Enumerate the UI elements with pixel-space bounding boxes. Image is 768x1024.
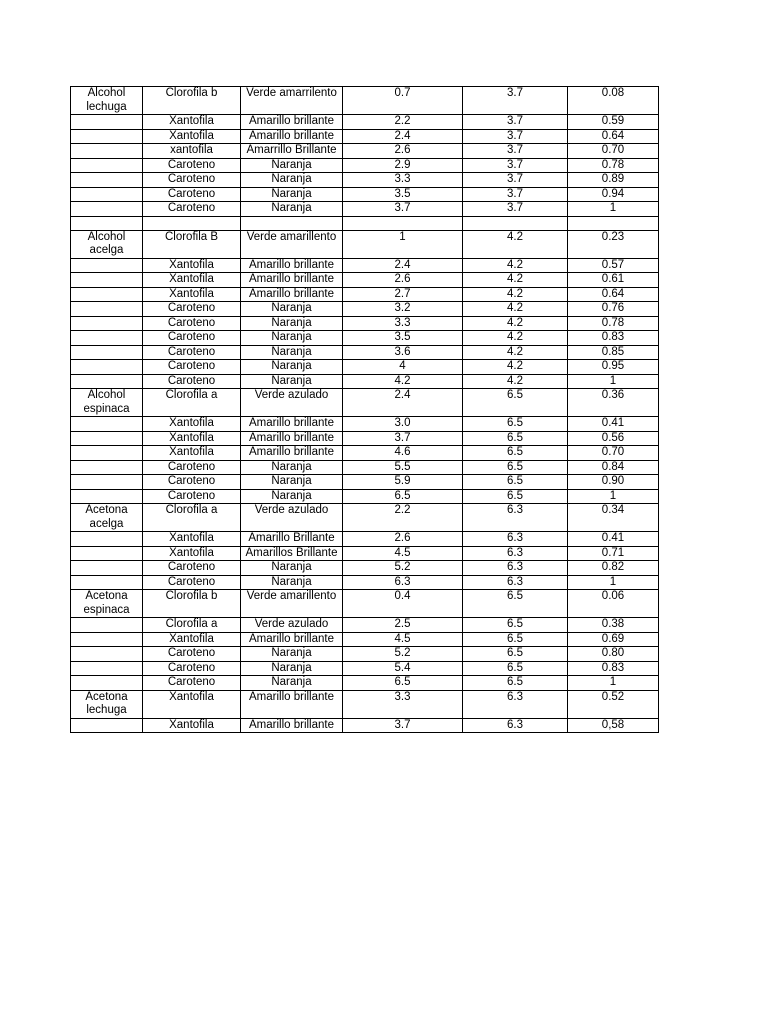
- sample-cell: Acetona acelga: [71, 504, 143, 532]
- color-cell: Naranja: [241, 345, 343, 360]
- rf-cell: 0.57: [568, 258, 659, 273]
- distance-solvent-cell: 4.2: [463, 230, 568, 258]
- rf-cell: 0.90: [568, 475, 659, 490]
- distance-pigment-cell: 2.4: [343, 129, 463, 144]
- sample-cell: Acetona lechuga: [71, 690, 143, 718]
- table-row: [71, 115, 659, 130]
- sample-cell: [71, 676, 143, 691]
- table-row: [71, 431, 659, 446]
- table-row: [71, 173, 659, 188]
- sample-cell: [71, 202, 143, 217]
- color-cell: Naranja: [241, 489, 343, 504]
- pigment-cell: Xantofila: [143, 446, 241, 461]
- color-cell: Naranja: [241, 575, 343, 590]
- pigment-cell: [143, 216, 241, 230]
- rf-cell: 0.59: [568, 115, 659, 130]
- rf-cell: 0.78: [568, 158, 659, 173]
- pigment-cell: Clorofila b: [143, 87, 241, 115]
- sample-cell: [71, 460, 143, 475]
- distance-solvent-cell: 6.3: [463, 690, 568, 718]
- sample-cell: [71, 647, 143, 662]
- color-cell: Naranja: [241, 647, 343, 662]
- pigment-cell: Xantofila: [143, 115, 241, 130]
- table-row: [71, 389, 659, 417]
- sample-cell: [71, 489, 143, 504]
- color-cell: Amarillo brillante: [241, 446, 343, 461]
- color-cell: Naranja: [241, 331, 343, 346]
- pigment-cell: Xantofila: [143, 258, 241, 273]
- table-row: [71, 287, 659, 302]
- color-cell: Naranja: [241, 202, 343, 217]
- distance-pigment-cell: 3.7: [343, 718, 463, 733]
- sample-cell: [71, 661, 143, 676]
- rf-cell: 1: [568, 575, 659, 590]
- table-row: [71, 144, 659, 159]
- color-cell: Naranja: [241, 173, 343, 188]
- rf-cell: 1: [568, 374, 659, 389]
- pigment-cell: Xantofila: [143, 287, 241, 302]
- distance-pigment-cell: 5.5: [343, 460, 463, 475]
- distance-pigment-cell: 3.5: [343, 331, 463, 346]
- sample-cell: [71, 302, 143, 317]
- distance-pigment-cell: 4.6: [343, 446, 463, 461]
- color-cell: Amarillo brillante: [241, 690, 343, 718]
- color-cell: Amarillo brillante: [241, 431, 343, 446]
- sample-cell: [71, 144, 143, 159]
- distance-pigment-cell: 3.7: [343, 202, 463, 217]
- distance-solvent-cell: 3.7: [463, 144, 568, 159]
- pigment-cell: Caroteno: [143, 316, 241, 331]
- distance-pigment-cell: 5.2: [343, 561, 463, 576]
- color-cell: Amarillo brillante: [241, 115, 343, 130]
- table-row: [71, 158, 659, 173]
- color-cell: Naranja: [241, 374, 343, 389]
- distance-pigment-cell: 3.7: [343, 431, 463, 446]
- pigment-cell: Xantofila: [143, 690, 241, 718]
- table-row: [71, 216, 659, 230]
- sample-cell: [71, 546, 143, 561]
- pigment-cell: Caroteno: [143, 173, 241, 188]
- color-cell: Amarillo brillante: [241, 258, 343, 273]
- table-row: [71, 661, 659, 676]
- distance-solvent-cell: 6.5: [463, 647, 568, 662]
- pigment-cell: Xantofila: [143, 431, 241, 446]
- pigment-cell: Caroteno: [143, 345, 241, 360]
- distance-solvent-cell: 6.5: [463, 431, 568, 446]
- distance-solvent-cell: [463, 216, 568, 230]
- rf-cell: 0.08: [568, 87, 659, 115]
- color-cell: Naranja: [241, 187, 343, 202]
- color-cell: Amarillo brillante: [241, 632, 343, 647]
- distance-solvent-cell: 6.5: [463, 417, 568, 432]
- table-row: [71, 504, 659, 532]
- rf-cell: 0.82: [568, 561, 659, 576]
- rf-cell: 1: [568, 676, 659, 691]
- distance-solvent-cell: 6.5: [463, 389, 568, 417]
- distance-solvent-cell: 6.5: [463, 590, 568, 618]
- distance-pigment-cell: 2.6: [343, 273, 463, 288]
- sample-cell: [71, 345, 143, 360]
- sample-cell: [71, 446, 143, 461]
- table-row: [71, 532, 659, 547]
- distance-pigment-cell: 3.2: [343, 302, 463, 317]
- table-row: [71, 129, 659, 144]
- table-row: [71, 258, 659, 273]
- sample-cell: [71, 561, 143, 576]
- sample-cell: [71, 173, 143, 188]
- distance-solvent-cell: 4.2: [463, 360, 568, 375]
- rf-cell: 0.70: [568, 144, 659, 159]
- distance-solvent-cell: 4.2: [463, 331, 568, 346]
- color-cell: Amarillos Brillante: [241, 546, 343, 561]
- rf-cell: 0.78: [568, 316, 659, 331]
- distance-solvent-cell: 6.5: [463, 475, 568, 490]
- table-row: [71, 202, 659, 217]
- pigment-cell: Xantofila: [143, 129, 241, 144]
- sample-cell: Alcohol acelga: [71, 230, 143, 258]
- sample-cell: [71, 618, 143, 633]
- distance-pigment-cell: 3.3: [343, 173, 463, 188]
- distance-pigment-cell: 3.0: [343, 417, 463, 432]
- table-row: [71, 489, 659, 504]
- rf-cell: 0.06: [568, 590, 659, 618]
- distance-solvent-cell: 4.2: [463, 287, 568, 302]
- table-row: [71, 561, 659, 576]
- distance-pigment-cell: 5.9: [343, 475, 463, 490]
- rf-cell: 0,58: [568, 718, 659, 733]
- pigment-cell: Xantofila: [143, 546, 241, 561]
- pigment-cell: Xantofila: [143, 532, 241, 547]
- sample-cell: Alcohol espinaca: [71, 389, 143, 417]
- color-cell: Naranja: [241, 475, 343, 490]
- distance-pigment-cell: 2.6: [343, 144, 463, 159]
- distance-pigment-cell: 1: [343, 230, 463, 258]
- color-cell: Verde azulado: [241, 389, 343, 417]
- color-cell: Naranja: [241, 676, 343, 691]
- distance-solvent-cell: 4.2: [463, 345, 568, 360]
- pigment-cell: Caroteno: [143, 676, 241, 691]
- distance-pigment-cell: 2.7: [343, 287, 463, 302]
- table-row: [71, 632, 659, 647]
- distance-solvent-cell: 6.3: [463, 561, 568, 576]
- distance-solvent-cell: 6.5: [463, 676, 568, 691]
- pigment-cell: Caroteno: [143, 475, 241, 490]
- color-cell: Naranja: [241, 360, 343, 375]
- table-row: [71, 590, 659, 618]
- distance-solvent-cell: 6.3: [463, 532, 568, 547]
- sample-cell: [71, 216, 143, 230]
- rf-cell: 0.83: [568, 331, 659, 346]
- color-cell: Amarillo brillante: [241, 287, 343, 302]
- distance-solvent-cell: 4.2: [463, 258, 568, 273]
- table-row: [71, 475, 659, 490]
- pigment-cell: Clorofila a: [143, 618, 241, 633]
- pigment-cell: Caroteno: [143, 302, 241, 317]
- distance-pigment-cell: 2.2: [343, 115, 463, 130]
- sample-cell: [71, 374, 143, 389]
- pigment-cell: Caroteno: [143, 360, 241, 375]
- pigment-cell: Caroteno: [143, 489, 241, 504]
- distance-solvent-cell: 3.7: [463, 87, 568, 115]
- color-cell: Amarillo brillante: [241, 718, 343, 733]
- rf-cell: 0.52: [568, 690, 659, 718]
- sample-cell: [71, 129, 143, 144]
- color-cell: Amarillo brillante: [241, 273, 343, 288]
- distance-pigment-cell: 2.6: [343, 532, 463, 547]
- color-cell: Amarrillo Brillante: [241, 144, 343, 159]
- rf-cell: 0.34: [568, 504, 659, 532]
- sample-cell: Alcohol lechuga: [71, 87, 143, 115]
- pigment-cell: Xantofila: [143, 718, 241, 733]
- pigment-cell: Caroteno: [143, 575, 241, 590]
- table-row: [71, 374, 659, 389]
- rf-cell: 0.84: [568, 460, 659, 475]
- sample-cell: [71, 360, 143, 375]
- distance-pigment-cell: 2.4: [343, 389, 463, 417]
- distance-solvent-cell: 4.2: [463, 316, 568, 331]
- sample-cell: [71, 316, 143, 331]
- sample-cell: [71, 575, 143, 590]
- rf-cell: 0.61: [568, 273, 659, 288]
- distance-solvent-cell: 4.2: [463, 302, 568, 317]
- pigment-cell: Caroteno: [143, 187, 241, 202]
- distance-solvent-cell: 6.5: [463, 632, 568, 647]
- sample-cell: [71, 532, 143, 547]
- color-cell: Verde azulado: [241, 618, 343, 633]
- color-cell: Amarillo Brillante: [241, 532, 343, 547]
- rf-cell: 0.71: [568, 546, 659, 561]
- color-cell: Naranja: [241, 661, 343, 676]
- color-cell: Naranja: [241, 302, 343, 317]
- rf-cell: 0.70: [568, 446, 659, 461]
- color-cell: Naranja: [241, 460, 343, 475]
- table-row: [71, 316, 659, 331]
- pigment-cell: Caroteno: [143, 374, 241, 389]
- rf-cell: 0.64: [568, 287, 659, 302]
- distance-pigment-cell: 4: [343, 360, 463, 375]
- sample-cell: [71, 258, 143, 273]
- rf-cell: [568, 216, 659, 230]
- rf-cell: 0.85: [568, 345, 659, 360]
- rf-cell: 0.83: [568, 661, 659, 676]
- distance-solvent-cell: 6.3: [463, 575, 568, 590]
- distance-pigment-cell: 2.2: [343, 504, 463, 532]
- sample-cell: [71, 431, 143, 446]
- table-row: [71, 87, 659, 115]
- distance-solvent-cell: 6.3: [463, 718, 568, 733]
- pigment-cell: Caroteno: [143, 647, 241, 662]
- table-row: [71, 676, 659, 691]
- rf-cell: 0.80: [568, 647, 659, 662]
- distance-pigment-cell: 6.5: [343, 676, 463, 691]
- pigment-results-table: [70, 86, 659, 733]
- sample-cell: [71, 331, 143, 346]
- distance-pigment-cell: [343, 216, 463, 230]
- distance-solvent-cell: 3.7: [463, 202, 568, 217]
- distance-pigment-cell: 2.4: [343, 258, 463, 273]
- distance-solvent-cell: 6.5: [463, 618, 568, 633]
- pigment-cell: Xantofila: [143, 632, 241, 647]
- color-cell: Verde azulado: [241, 504, 343, 532]
- distance-solvent-cell: 3.7: [463, 173, 568, 188]
- distance-pigment-cell: 3.3: [343, 316, 463, 331]
- table-body: [71, 87, 659, 733]
- distance-pigment-cell: 6.5: [343, 489, 463, 504]
- pigment-cell: Clorofila B: [143, 230, 241, 258]
- distance-solvent-cell: 6.5: [463, 446, 568, 461]
- rf-cell: 0.23: [568, 230, 659, 258]
- rf-cell: 0.69: [568, 632, 659, 647]
- rf-cell: 0.95: [568, 360, 659, 375]
- distance-solvent-cell: 3.7: [463, 115, 568, 130]
- color-cell: Verde amarrilento: [241, 87, 343, 115]
- table-row: [71, 417, 659, 432]
- table-row: [71, 331, 659, 346]
- distance-pigment-cell: 2.9: [343, 158, 463, 173]
- sample-cell: [71, 718, 143, 733]
- sample-cell: [71, 417, 143, 432]
- color-cell: [241, 216, 343, 230]
- table-row: [71, 718, 659, 733]
- distance-solvent-cell: 6.3: [463, 504, 568, 532]
- table-row: [71, 302, 659, 317]
- sample-cell: [71, 273, 143, 288]
- sample-cell: [71, 115, 143, 130]
- color-cell: Naranja: [241, 561, 343, 576]
- table-row: [71, 618, 659, 633]
- table-row: [71, 575, 659, 590]
- distance-pigment-cell: 3.3: [343, 690, 463, 718]
- table-row: [71, 690, 659, 718]
- distance-solvent-cell: 6.5: [463, 460, 568, 475]
- rf-cell: 0.38: [568, 618, 659, 633]
- pigment-cell: Caroteno: [143, 460, 241, 475]
- distance-solvent-cell: 6.5: [463, 661, 568, 676]
- distance-pigment-cell: 0.4: [343, 590, 463, 618]
- table-row: [71, 460, 659, 475]
- pigment-cell: Clorofila a: [143, 389, 241, 417]
- pigment-cell: Caroteno: [143, 331, 241, 346]
- table-row: [71, 230, 659, 258]
- pigment-cell: Xantofila: [143, 417, 241, 432]
- distance-pigment-cell: 4.5: [343, 632, 463, 647]
- distance-pigment-cell: 5.2: [343, 647, 463, 662]
- distance-solvent-cell: 3.7: [463, 158, 568, 173]
- color-cell: Naranja: [241, 316, 343, 331]
- distance-solvent-cell: 3.7: [463, 129, 568, 144]
- color-cell: Naranja: [241, 158, 343, 173]
- distance-solvent-cell: 4.2: [463, 374, 568, 389]
- distance-solvent-cell: 4.2: [463, 273, 568, 288]
- table-row: [71, 446, 659, 461]
- sample-cell: [71, 158, 143, 173]
- pigment-cell: Caroteno: [143, 158, 241, 173]
- table-row: [71, 647, 659, 662]
- rf-cell: 0.64: [568, 129, 659, 144]
- table-row: [71, 360, 659, 375]
- pigment-cell: Clorofila b: [143, 590, 241, 618]
- rf-cell: 0.76: [568, 302, 659, 317]
- color-cell: Amarillo brillante: [241, 129, 343, 144]
- distance-pigment-cell: 4.5: [343, 546, 463, 561]
- pigment-cell: Caroteno: [143, 202, 241, 217]
- rf-cell: 0.41: [568, 417, 659, 432]
- distance-pigment-cell: 0.7: [343, 87, 463, 115]
- distance-solvent-cell: 6.5: [463, 489, 568, 504]
- distance-pigment-cell: 5.4: [343, 661, 463, 676]
- sample-cell: [71, 187, 143, 202]
- color-cell: Verde amarillento: [241, 590, 343, 618]
- table-row: [71, 546, 659, 561]
- distance-pigment-cell: 6.3: [343, 575, 463, 590]
- table-row: [71, 345, 659, 360]
- color-cell: Amarillo brillante: [241, 417, 343, 432]
- rf-cell: 0.36: [568, 389, 659, 417]
- distance-pigment-cell: 2.5: [343, 618, 463, 633]
- rf-cell: 0.89: [568, 173, 659, 188]
- sample-cell: [71, 475, 143, 490]
- pigment-cell: Caroteno: [143, 561, 241, 576]
- sample-cell: Acetona espinaca: [71, 590, 143, 618]
- rf-cell: 0.41: [568, 532, 659, 547]
- pigment-cell: Clorofila a: [143, 504, 241, 532]
- distance-pigment-cell: 3.5: [343, 187, 463, 202]
- distance-solvent-cell: 3.7: [463, 187, 568, 202]
- sample-cell: [71, 287, 143, 302]
- distance-solvent-cell: 6.3: [463, 546, 568, 561]
- rf-cell: 1: [568, 489, 659, 504]
- rf-cell: 1: [568, 202, 659, 217]
- rf-cell: 0.94: [568, 187, 659, 202]
- table-row: [71, 273, 659, 288]
- rf-cell: 0.56: [568, 431, 659, 446]
- color-cell: Verde amarillento: [241, 230, 343, 258]
- sample-cell: [71, 632, 143, 647]
- pigment-cell: xantofila: [143, 144, 241, 159]
- distance-pigment-cell: 4.2: [343, 374, 463, 389]
- pigment-cell: Xantofila: [143, 273, 241, 288]
- distance-pigment-cell: 3.6: [343, 345, 463, 360]
- table-row: [71, 187, 659, 202]
- pigment-cell: Caroteno: [143, 661, 241, 676]
